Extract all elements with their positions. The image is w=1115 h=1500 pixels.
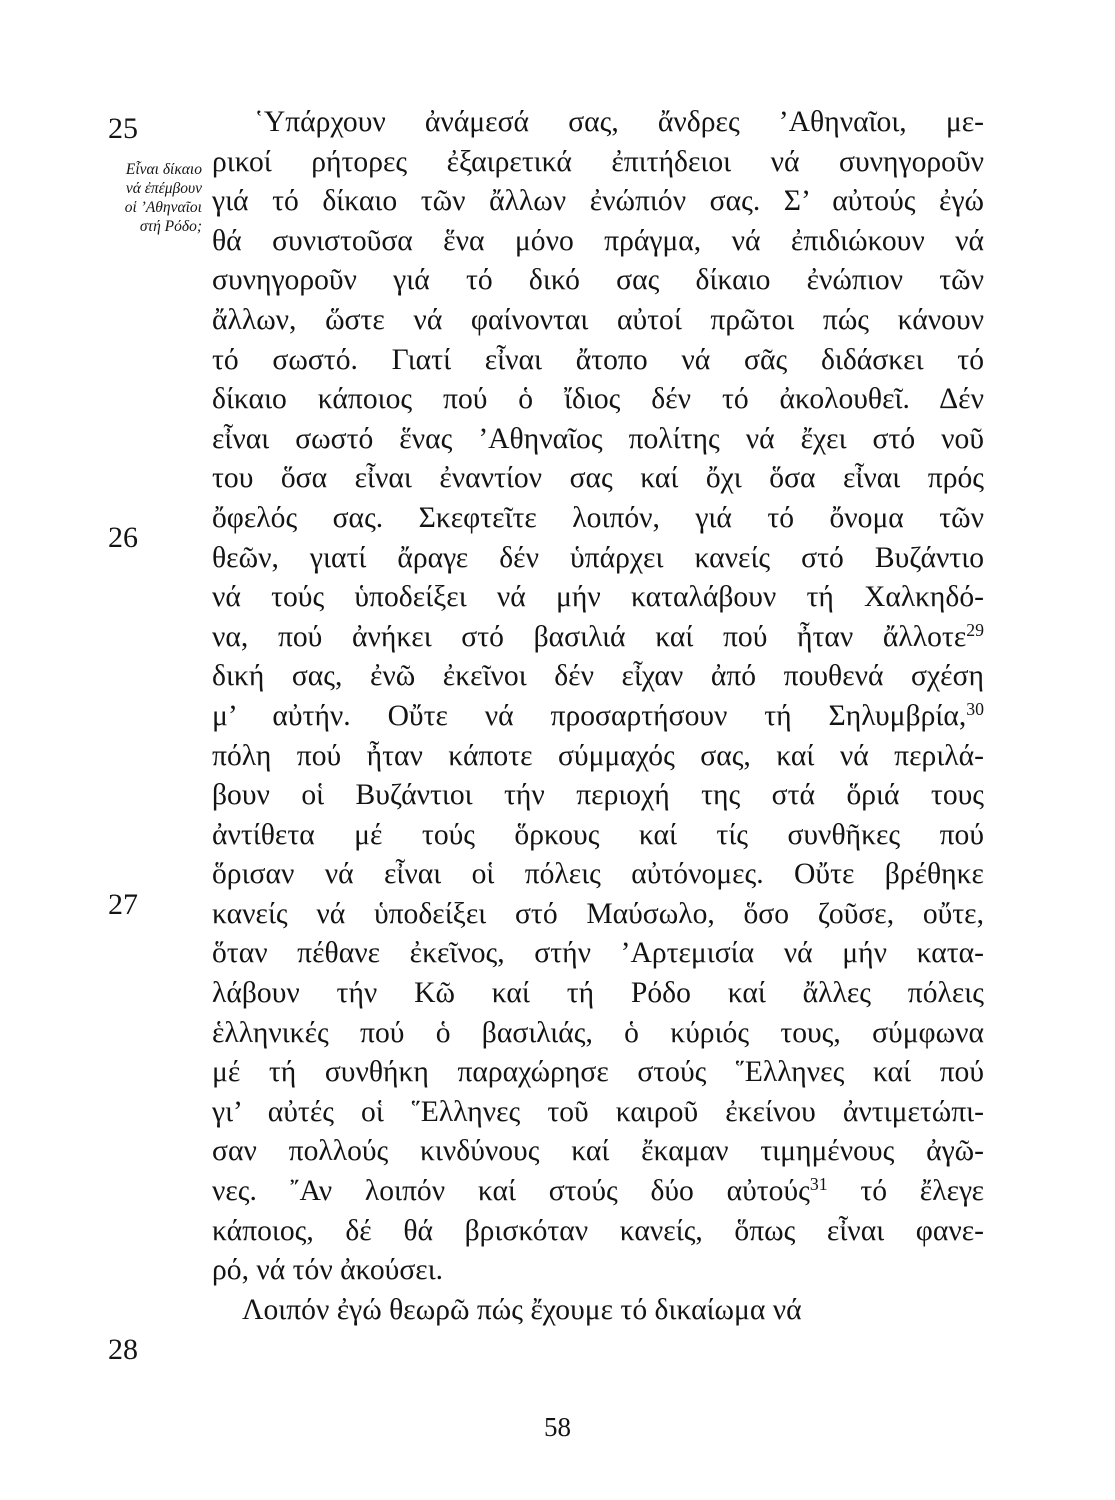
footnote-ref-30: 30: [966, 699, 984, 720]
text-line: ὅρισαν νά εἶναι οἱ πόλεις αὐτόνομες. Οὔτε βρέθηκε: [212, 858, 984, 891]
text-line: λάβουν τήν Κῶ καί τή Ρόδο καί ἄλλες πόλεις: [212, 977, 984, 1010]
footnote-ref-31: 31: [809, 1174, 828, 1195]
footnote-ref-29: 29: [966, 619, 984, 640]
section-number-27: 27: [108, 888, 138, 921]
text-line: θεῶν, γιατί ἄραγε δέν ὑπάρχει κανείς στό Βυζάντιο: [212, 541, 984, 574]
text-line: σαν πολλούς κινδύνους καί ἔκαμαν τιμημένους ἀγῶ-: [212, 1135, 984, 1168]
text-segment: να, πού ἀνήκει στό βασιλιά καί πού ἦταν ἄλλοτε: [212, 620, 967, 653]
text-line: ῾Υπάρχουν ἀνάμεσά σας, ἄνδρες ’Αθηναῖοι, με-: [254, 106, 984, 138]
margin-note-line: στή Ρόδο;: [139, 218, 202, 235]
margin-note-line: Εἶναι δίκαιο: [125, 161, 202, 178]
text-line: ἄλλων, ὥστε νά φαίνονται αὐτοί πρῶτοι πώς κάνουν: [212, 303, 984, 336]
text-line: ἀντίθετα μέ τούς ὅρκους καί τίς συνθῆκες πού: [212, 818, 984, 851]
text-line: εἶναι σωστό ἕνας ’Αθηναῖος πολίτης νά ἔχει στό νοῦ: [212, 422, 984, 455]
text-line: ρό, νά τόν ἀκούσει.: [212, 1254, 444, 1287]
margin-note-line: οἱ ’Αθηναῖοι: [124, 199, 202, 216]
text-line: βουν οἱ Βυζάντιοι τήν περιοχή της στά ὅριά τους: [212, 779, 984, 812]
text-line: Λοιπόν ἐγώ θεωρῶ πώς ἔχουμε τό δικαίωμα νά: [242, 1293, 802, 1326]
page-number: 58: [544, 1412, 571, 1442]
margin-note-line: νά ἐπέμβουν: [125, 180, 202, 197]
section-number-26: 26: [108, 521, 138, 554]
text-line: δική σας, ἐνῶ ἐκεῖνοι δέν εἶχαν ἀπό πουθενά σχέση: [212, 660, 984, 693]
text-line: γι’ αὐτές οἱ ῞Ελληνες τοῦ καιροῦ ἐκείνου ἀντιμετώπι-: [212, 1095, 984, 1128]
section-number-28: 28: [108, 1333, 138, 1366]
text-line: ὅταν πέθανε ἐκεῖνος, στήν ’Αρτεμισία νά μήν κατα-: [212, 937, 984, 970]
text-line: νά τούς ὑποδείξει νά μήν καταλάβουν τή Χαλκηδό-: [212, 581, 984, 614]
text-line: πόλη πού ἦταν κάποτε σύμμαχός σας, καί νά περιλά-: [212, 739, 984, 772]
text-line: ὄφελός σας. Σκεφτεῖτε λοιπόν, γιά τό ὄνομα τῶν: [212, 501, 984, 534]
text-line: κανείς νά ὑποδείξει στό Μαύσωλο, ὅσο ζοῦσε, οὔτε,: [212, 897, 984, 930]
text-line: δίκαιο κάποιος πού ὁ ἴδιος δέν τό ἀκολουθεῖ. Δέν: [212, 383, 984, 416]
text-line: συνηγοροῦν γιά τό δικό σας δίκαιο ἐνώπιον τῶν: [212, 264, 984, 297]
text-segment: μ’ αὐτήν. Οὔτε νά προσαρτήσουν τή Σηλυμβρία,: [212, 699, 967, 732]
text-line: θά συνιστοῦσα ἕνα μόνο πράγμα, νά ἐπιδιώκουν νά: [212, 224, 984, 257]
text-line: μέ τή συνθήκη παραχώρησε στούς ῞Ελληνες καί πού: [212, 1056, 984, 1089]
body-text: [212, 103, 984, 1330]
text-segment: τό ἔλεγε: [827, 1175, 984, 1208]
text-line-with-footnote: [212, 1172, 984, 1212]
text-line: ἑλληνικές πού ὁ βασιλιάς, ὁ κύριός τους, σύμφωνα: [212, 1016, 984, 1049]
text-line: γιά τό δίκαιο τῶν ἄλλων ἐνώπιόν σας. Σ’ αὐτούς ἐγώ: [212, 185, 984, 218]
margin-note: [42, 160, 202, 236]
text-line: τό σωστό. Γιατί εἶναι ἄτοπο νά σᾶς διδάσκει τό: [212, 343, 984, 376]
text-line: κάποιος, δέ θά βρισκόταν κανείς, ὅπως εἶναι φανε-: [212, 1214, 984, 1247]
text-line-with-footnote: [212, 697, 984, 737]
text-segment: νες. ῎Αν λοιπόν καί στούς δύο αὐτούς: [212, 1175, 810, 1208]
section-number-25: 25: [108, 112, 138, 145]
text-line-with-footnote: [212, 618, 984, 658]
text-line: ρικοί ρήτορες ἐξαιρετικά ἐπιτήδειοι νά συνηγοροῦν: [212, 145, 984, 178]
text-line: του ὅσα εἶναι ἐναντίον σας καί ὄχι ὅσα εἶναι πρός: [212, 462, 984, 495]
